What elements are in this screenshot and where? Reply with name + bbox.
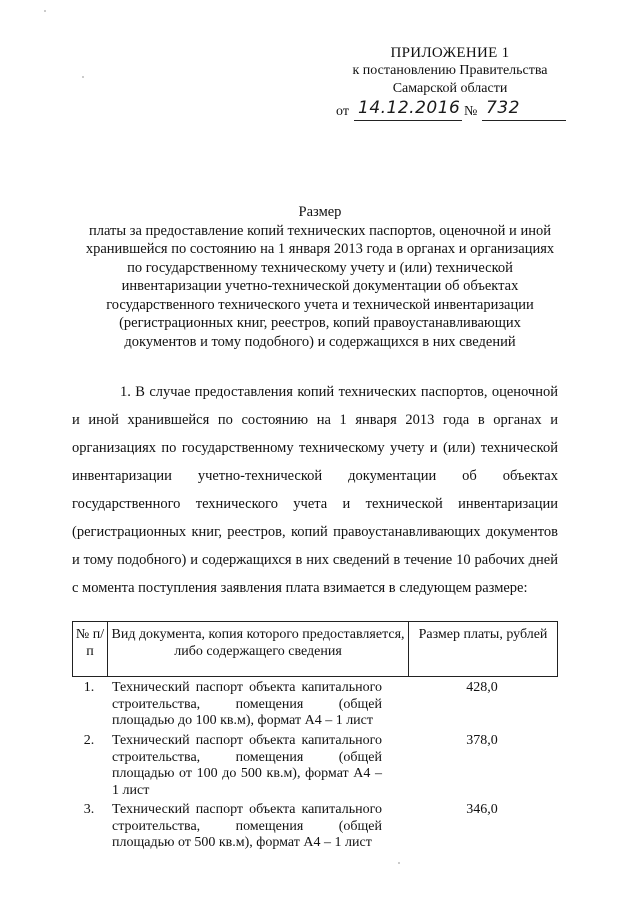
date-underline <box>354 120 462 121</box>
header-fee: Размер платы, рублей <box>418 627 548 642</box>
table-row <box>72 802 558 852</box>
appendix-line-2: Самарской области <box>392 81 508 96</box>
scan-speck <box>82 76 84 78</box>
title-line: документов и тому подобного) и содержащихся в них сведений <box>124 333 516 350</box>
row-number: 3. <box>83 802 95 817</box>
title-line: по государственному техническому учету и (или) технической <box>127 259 513 276</box>
fee-table <box>72 621 558 852</box>
scan-speck <box>44 10 46 12</box>
resolution-date-number <box>336 98 576 124</box>
appendix-header <box>330 44 570 98</box>
row-fee: 346,0 <box>466 802 498 817</box>
header-document-type: Вид документа, копия которого предоставляется, либо содержащего сведения <box>108 622 409 676</box>
row-number: 1. <box>83 680 95 695</box>
scan-speck <box>398 862 400 864</box>
row-fee: 378,0 <box>466 733 498 748</box>
number-label: № <box>464 104 478 119</box>
title-line: (регистрационных книг, реестров, копий правоустанавливающих <box>119 315 521 331</box>
from-label: от <box>336 104 349 119</box>
table-header <box>72 621 558 677</box>
number-underline <box>482 120 566 121</box>
title-heading: Размер <box>298 204 342 220</box>
body-paragraph: 1. В случае предоставления копий технических паспортов, оценочной и иной хранившейся по состоянию на 1 января 2013 года в органах и организациях по государственному техническому учету и (или) технической инвентаризации учетно-технической документации об объектах государственного технического учета и технической инвентаризации (регистрационных книг, реестров, копий правоустанавливающих документов и тому подобного) и содержащихся в них сведений в течение 10 рабочих дней с момента поступления заявления плата взимается в следующем размере: <box>72 384 558 596</box>
header-number: № п/п <box>73 622 108 676</box>
appendix-line-1: к постановлению Правительства <box>352 63 548 78</box>
document-title <box>60 203 580 351</box>
table-row <box>72 680 558 730</box>
handwritten-date: 14.12.2016 <box>358 98 461 118</box>
title-line: платы за предоставление копий технических паспортов, оценочной и иной <box>89 222 551 239</box>
row-document: Технический паспорт объекта капитального строительства, помещения (общей площадью до 100 кв.м), формат А4 – 1 лист <box>112 680 382 728</box>
row-number: 2. <box>83 733 95 748</box>
handwritten-number: 732 <box>486 98 520 118</box>
row-fee: 428,0 <box>466 680 498 695</box>
appendix-title: ПРИЛОЖЕНИЕ 1 <box>390 45 510 61</box>
title-line: государственного технического учета и технической инвентаризации <box>106 296 534 313</box>
table-row <box>72 733 558 799</box>
row-document: Технический паспорт объекта капитального строительства, помещения (общей площадью от 500 кв.м), формат А4 – 1 лист <box>112 802 382 850</box>
row-document: Технический паспорт объекта капитального строительства, помещения (общей площадью от 100 до 500 кв.м), формат А4 – 1 лист <box>112 733 382 798</box>
title-line: инвентаризации учетно-технической документации об объектах <box>121 278 519 294</box>
title-line: хранившейся по состоянию на 1 января 2013 года в органах и организациях <box>85 241 555 257</box>
